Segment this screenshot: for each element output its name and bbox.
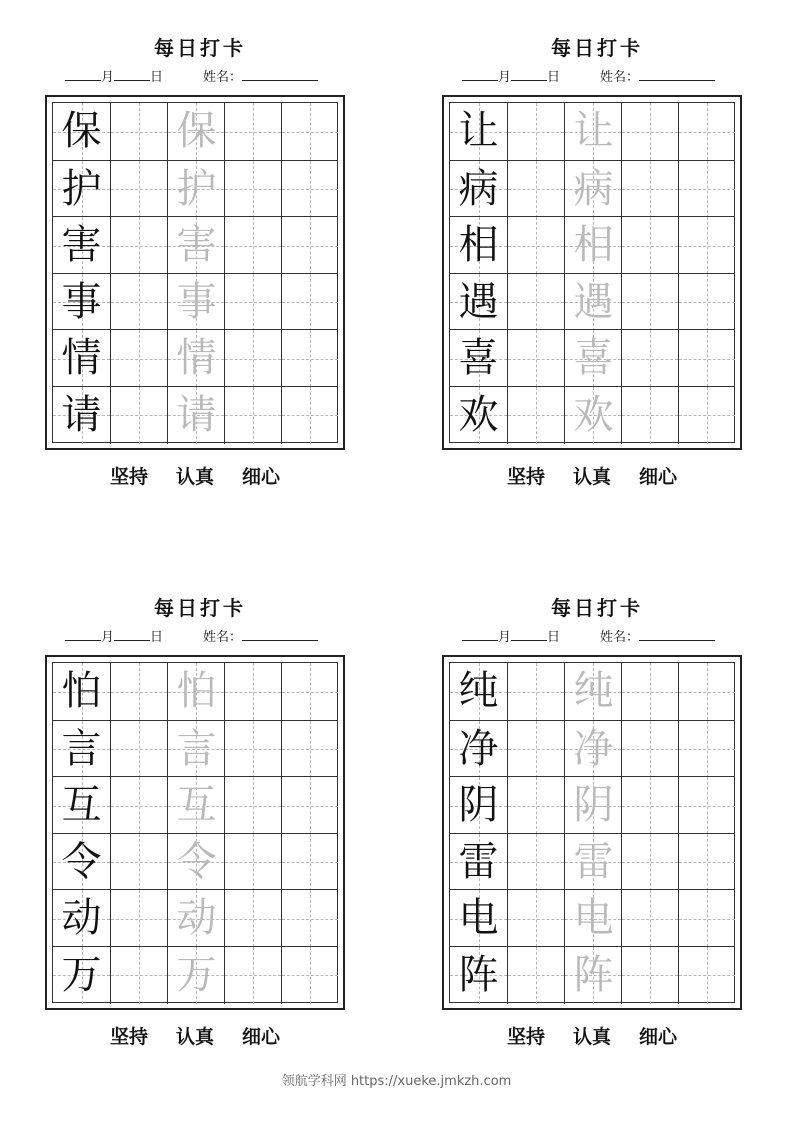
name-blank[interactable] — [639, 626, 715, 641]
card-title: 每日打卡 — [154, 36, 246, 60]
writing-cell[interactable] — [450, 834, 507, 891]
motto — [45, 1022, 345, 1049]
writing-cell[interactable] — [167, 217, 224, 274]
model-character: 言 — [61, 725, 102, 772]
writing-cell[interactable] — [621, 330, 678, 387]
writing-cell[interactable] — [224, 663, 281, 720]
grid-row — [450, 889, 734, 946]
writing-cell[interactable] — [564, 663, 621, 720]
practice-card — [442, 36, 752, 496]
writing-cell[interactable] — [224, 103, 281, 160]
writing-cell[interactable] — [507, 387, 564, 444]
writing-cell[interactable] — [450, 103, 507, 160]
name-label: 姓名： — [203, 70, 243, 85]
writing-grid — [449, 102, 735, 443]
grid-row — [53, 386, 337, 443]
writing-cell[interactable] — [678, 947, 735, 1004]
model-character: 情 — [61, 335, 102, 381]
grid-row — [53, 103, 337, 160]
writing-cell[interactable] — [53, 161, 110, 218]
motto-word: 坚持 — [506, 1026, 545, 1048]
trace-character: 害 — [176, 222, 217, 268]
writing-cell[interactable] — [564, 947, 621, 1004]
trace-character: 情 — [176, 335, 217, 381]
writing-cell[interactable] — [507, 890, 564, 947]
grid-row — [450, 833, 734, 890]
motto — [45, 462, 345, 489]
model-character: 纯 — [458, 668, 499, 714]
month-blank[interactable] — [65, 626, 101, 641]
model-character: 护 — [61, 165, 102, 212]
model-character: 动 — [61, 895, 102, 941]
writing-cell[interactable] — [564, 834, 621, 891]
writing-cell[interactable] — [281, 387, 338, 444]
grid-row — [450, 663, 734, 720]
writing-cell[interactable] — [53, 777, 110, 834]
writing-cell[interactable] — [450, 777, 507, 834]
month-blank[interactable] — [462, 66, 498, 81]
day-label: 日 — [547, 70, 561, 85]
trace-character: 互 — [176, 782, 217, 828]
writing-cell[interactable] — [621, 663, 678, 720]
grid-row — [450, 946, 734, 1003]
model-character: 喜 — [458, 335, 499, 381]
writing-cell[interactable] — [224, 834, 281, 891]
grid-row — [53, 946, 337, 1003]
writing-cell[interactable] — [678, 387, 735, 444]
grid-row — [450, 329, 734, 386]
model-character: 万 — [61, 951, 102, 998]
writing-cell[interactable] — [110, 217, 167, 274]
trace-character: 病 — [573, 165, 614, 212]
trace-character: 保 — [176, 108, 217, 154]
grid-row — [450, 103, 734, 160]
writing-cell[interactable] — [507, 947, 564, 1004]
name-blank[interactable] — [242, 66, 318, 81]
date-name-line — [65, 626, 355, 648]
writing-cell[interactable] — [281, 777, 338, 834]
writing-cell[interactable] — [167, 834, 224, 891]
name-label: 姓名： — [600, 70, 640, 85]
day-blank[interactable] — [511, 66, 547, 81]
writing-cell[interactable] — [224, 777, 281, 834]
model-character: 怕 — [61, 668, 102, 714]
practice-card — [45, 36, 355, 496]
writing-cell[interactable] — [450, 330, 507, 387]
writing-cell[interactable] — [224, 890, 281, 947]
writing-cell[interactable] — [281, 721, 338, 778]
writing-cell[interactable] — [53, 103, 110, 160]
trace-character: 让 — [573, 108, 614, 154]
trace-character: 言 — [176, 725, 217, 772]
date-name-line — [462, 66, 752, 88]
name-label: 姓名： — [203, 630, 243, 645]
practice-card — [45, 596, 355, 1056]
writing-cell[interactable] — [110, 777, 167, 834]
writing-cell[interactable] — [507, 217, 564, 274]
writing-cell[interactable] — [507, 274, 564, 331]
writing-grid — [449, 662, 735, 1003]
grid-row — [450, 720, 734, 777]
writing-cell[interactable] — [53, 947, 110, 1004]
writing-cell[interactable] — [110, 274, 167, 331]
writing-cell[interactable] — [678, 103, 735, 160]
writing-cell[interactable] — [564, 217, 621, 274]
trace-character: 纯 — [573, 668, 614, 714]
writing-cell[interactable] — [678, 777, 735, 834]
writing-cell[interactable] — [281, 217, 338, 274]
writing-cell[interactable] — [167, 161, 224, 218]
motto — [442, 1022, 742, 1049]
writing-cell[interactable] — [281, 274, 338, 331]
trace-character: 阵 — [573, 951, 614, 998]
writing-cell[interactable] — [281, 834, 338, 891]
writing-cell[interactable] — [564, 387, 621, 444]
model-character: 事 — [61, 278, 102, 325]
writing-cell[interactable] — [167, 274, 224, 331]
grid-row — [53, 776, 337, 833]
grid-row — [450, 776, 734, 833]
model-character: 阴 — [458, 782, 499, 828]
writing-cell[interactable] — [678, 890, 735, 947]
writing-cell[interactable] — [224, 330, 281, 387]
writing-cell[interactable] — [621, 721, 678, 778]
trace-character: 相 — [573, 222, 614, 268]
model-character: 遇 — [458, 278, 499, 325]
month-label: 月 — [498, 630, 512, 645]
writing-cell[interactable] — [110, 387, 167, 444]
writing-cell[interactable] — [110, 103, 167, 160]
writing-cell[interactable] — [621, 387, 678, 444]
model-character: 令 — [61, 838, 102, 885]
writing-cell[interactable] — [678, 663, 735, 720]
trace-character: 喜 — [573, 335, 614, 381]
model-character: 互 — [61, 782, 102, 828]
writing-cell[interactable] — [621, 103, 678, 160]
date-name-line — [65, 66, 355, 88]
trace-character: 电 — [573, 895, 614, 941]
writing-cell[interactable] — [678, 217, 735, 274]
writing-cell[interactable] — [224, 721, 281, 778]
writing-grid — [52, 102, 338, 443]
writing-cell[interactable] — [621, 890, 678, 947]
writing-cell[interactable] — [564, 777, 621, 834]
writing-grid — [52, 662, 338, 1003]
day-label: 日 — [150, 70, 164, 85]
writing-cell[interactable] — [450, 721, 507, 778]
grid-row — [53, 216, 337, 273]
model-character: 雷 — [458, 838, 499, 885]
writing-cell[interactable] — [53, 663, 110, 720]
writing-cell[interactable] — [450, 890, 507, 947]
writing-cell[interactable] — [281, 890, 338, 947]
grid-row — [53, 663, 337, 720]
writing-cell[interactable] — [564, 161, 621, 218]
writing-cell[interactable] — [507, 721, 564, 778]
model-character: 阵 — [458, 951, 499, 998]
model-character: 电 — [458, 895, 499, 941]
day-label: 日 — [150, 630, 164, 645]
writing-cell[interactable] — [110, 330, 167, 387]
writing-cell[interactable] — [507, 161, 564, 218]
writing-cell[interactable] — [450, 161, 507, 218]
writing-cell[interactable] — [621, 834, 678, 891]
grid-row — [53, 720, 337, 777]
writing-cell[interactable] — [450, 663, 507, 720]
writing-cell[interactable] — [110, 721, 167, 778]
model-character: 让 — [458, 108, 499, 154]
trace-character: 令 — [176, 838, 217, 885]
writing-cell[interactable] — [110, 663, 167, 720]
writing-cell[interactable] — [450, 217, 507, 274]
writing-cell[interactable] — [564, 330, 621, 387]
writing-cell[interactable] — [110, 161, 167, 218]
writing-cell[interactable] — [564, 890, 621, 947]
writing-cell[interactable] — [507, 663, 564, 720]
trace-character: 动 — [176, 895, 217, 941]
writing-cell[interactable] — [53, 890, 110, 947]
writing-cell[interactable] — [507, 330, 564, 387]
model-character: 病 — [458, 165, 499, 212]
trace-character: 万 — [176, 951, 217, 998]
writing-cell[interactable] — [621, 777, 678, 834]
writing-cell[interactable] — [281, 330, 338, 387]
writing-cell[interactable] — [110, 834, 167, 891]
model-character: 害 — [61, 222, 102, 268]
card-title: 每日打卡 — [154, 596, 246, 620]
writing-cell[interactable] — [621, 947, 678, 1004]
day-blank[interactable] — [114, 66, 150, 81]
grid-frame — [442, 95, 742, 450]
motto-word: 细心 — [242, 1026, 281, 1048]
grid-row — [53, 833, 337, 890]
writing-cell[interactable] — [621, 217, 678, 274]
month-label: 月 — [498, 70, 512, 85]
motto-word: 认真 — [175, 466, 214, 488]
motto-word: 坚持 — [109, 1026, 148, 1048]
motto-word: 细心 — [242, 466, 281, 488]
day-blank[interactable] — [511, 626, 547, 641]
writing-cell[interactable] — [678, 330, 735, 387]
writing-cell[interactable] — [167, 387, 224, 444]
writing-cell[interactable] — [450, 274, 507, 331]
name-label: 姓名： — [600, 630, 640, 645]
model-character: 请 — [61, 391, 102, 438]
motto-word: 细心 — [639, 1026, 678, 1048]
writing-cell[interactable] — [621, 161, 678, 218]
writing-cell[interactable] — [564, 721, 621, 778]
motto — [442, 462, 742, 489]
grid-row — [450, 216, 734, 273]
month-blank[interactable] — [462, 626, 498, 641]
model-character: 相 — [458, 222, 499, 268]
writing-cell[interactable] — [167, 721, 224, 778]
writing-cell[interactable] — [281, 947, 338, 1004]
motto-word: 认真 — [175, 1026, 214, 1048]
writing-cell[interactable] — [53, 330, 110, 387]
grid-row — [53, 889, 337, 946]
month-blank[interactable] — [65, 66, 101, 81]
writing-cell[interactable] — [110, 947, 167, 1004]
day-blank[interactable] — [114, 626, 150, 641]
writing-cell[interactable] — [281, 161, 338, 218]
model-character: 净 — [458, 725, 499, 772]
writing-cell[interactable] — [53, 834, 110, 891]
name-blank[interactable] — [639, 66, 715, 81]
trace-character: 怕 — [176, 668, 217, 714]
trace-character: 请 — [176, 391, 217, 438]
motto-word: 坚持 — [506, 466, 545, 488]
writing-cell[interactable] — [564, 274, 621, 331]
writing-cell[interactable] — [53, 217, 110, 274]
writing-cell[interactable] — [167, 890, 224, 947]
writing-cell[interactable] — [450, 947, 507, 1004]
practice-card — [442, 596, 752, 1056]
model-character: 保 — [61, 108, 102, 154]
footer-watermark: 领航学科网 https://xueke.jmkzh.com — [281, 1074, 512, 1089]
writing-cell[interactable] — [678, 721, 735, 778]
model-character: 欢 — [458, 391, 499, 438]
trace-character: 净 — [573, 725, 614, 772]
name-blank[interactable] — [242, 626, 318, 641]
grid-frame — [45, 95, 345, 450]
trace-character: 遇 — [573, 278, 614, 325]
motto-word: 坚持 — [109, 466, 148, 488]
card-title: 每日打卡 — [551, 596, 643, 620]
writing-cell[interactable] — [167, 330, 224, 387]
trace-character: 护 — [176, 165, 217, 212]
writing-cell[interactable] — [678, 274, 735, 331]
month-label: 月 — [101, 630, 115, 645]
grid-row — [450, 386, 734, 443]
motto-word: 认真 — [572, 1026, 611, 1048]
writing-cell[interactable] — [564, 103, 621, 160]
writing-cell[interactable] — [450, 387, 507, 444]
writing-cell[interactable] — [224, 274, 281, 331]
month-label: 月 — [101, 70, 115, 85]
grid-frame — [45, 655, 345, 1010]
trace-character: 事 — [176, 278, 217, 325]
writing-cell[interactable] — [167, 663, 224, 720]
writing-cell[interactable] — [167, 103, 224, 160]
motto-word: 细心 — [639, 466, 678, 488]
motto-word: 认真 — [572, 466, 611, 488]
writing-cell[interactable] — [224, 387, 281, 444]
grid-row — [450, 160, 734, 217]
writing-cell[interactable] — [224, 947, 281, 1004]
writing-cell[interactable] — [507, 834, 564, 891]
trace-character: 阴 — [573, 782, 614, 828]
date-name-line — [462, 626, 752, 648]
writing-cell[interactable] — [621, 274, 678, 331]
writing-cell[interactable] — [678, 834, 735, 891]
trace-character: 欢 — [573, 391, 614, 438]
grid-row — [53, 329, 337, 386]
writing-cell[interactable] — [53, 721, 110, 778]
writing-cell[interactable] — [281, 103, 338, 160]
writing-cell[interactable] — [53, 274, 110, 331]
writing-cell[interactable] — [224, 161, 281, 218]
trace-character: 雷 — [573, 838, 614, 885]
day-label: 日 — [547, 630, 561, 645]
writing-cell[interactable] — [281, 663, 338, 720]
writing-cell[interactable] — [507, 103, 564, 160]
writing-cell[interactable] — [678, 161, 735, 218]
grid-frame — [442, 655, 742, 1010]
grid-row — [450, 273, 734, 330]
grid-row — [53, 160, 337, 217]
writing-cell[interactable] — [507, 777, 564, 834]
writing-cell[interactable] — [224, 217, 281, 274]
writing-cell[interactable] — [167, 777, 224, 834]
writing-cell[interactable] — [167, 947, 224, 1004]
card-title: 每日打卡 — [551, 36, 643, 60]
writing-cell[interactable] — [110, 890, 167, 947]
writing-cell[interactable] — [53, 387, 110, 444]
grid-row — [53, 273, 337, 330]
